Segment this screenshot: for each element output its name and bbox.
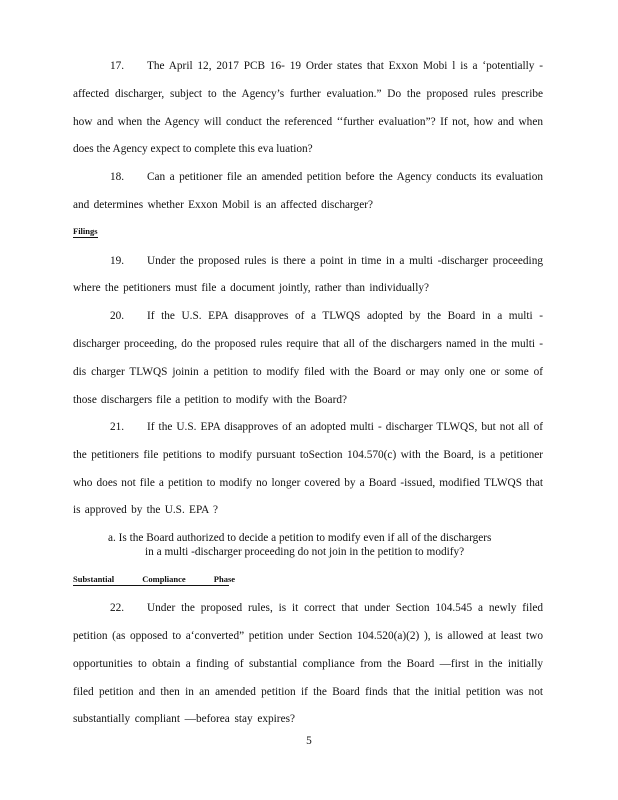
paragraph-21-line-3: who does not file a petition to modify no longer covered by a Board -issued, modified TLWQS that [73, 477, 543, 489]
paragraph-17-line-1: 17. The April 12, 2017 PCB 16- 19 Order states that Exxon Mobi l is a ‘potentially - [110, 60, 543, 72]
paragraph-20-line-3: dis charger TLWQS joinin a petition to modify filed with the Board or may only one or some of [73, 366, 543, 378]
paragraph-17-line-3: how and when the Agency will conduct the referenced ‘‘further evaluation”? If not, how and when [73, 116, 543, 128]
subitem-a-line-1: a. Is the Board authorized to decide a petition to modify even if all of the dischargers [108, 532, 492, 544]
paragraph-18-line-1: 18. Can a petitioner file an amended petition before the Agency conducts its evaluation [110, 171, 543, 183]
page-number: 5 [306, 735, 312, 747]
paragraph-18-line-2: and determines whether Exxon Mobil is an affected discharger? [73, 199, 373, 211]
paragraph-20-line-2: discharger proceeding, do the proposed rules require that all of the dischargers named in the multi - [73, 338, 543, 350]
paragraph-21-line-2: the petitioners file petitions to modify pursuant toSection 104.570(c) with the Board, is a petitioner [73, 449, 543, 461]
paragraph-22-line-2: petition (as opposed to a‘converted” petition under Section 104.520(a)(2) ), is allowed at least two [73, 630, 543, 642]
paragraph-22-line-1: 22. Under the proposed rules, is it correct that under Section 104.545 a newly filed [110, 602, 543, 614]
paragraph-22-line-4: filed petition and then in an amended petition if the Board finds that the initial petition was not [73, 686, 543, 698]
section-heading-filings: Filings [73, 226, 98, 236]
paragraph-22-line-5: substantially compliant —beforea stay expires? [73, 713, 295, 725]
subitem-a-line-2: in a multi -discharger proceeding do not join in the petition to modify? [145, 546, 465, 558]
section-heading-substantial-compliance: Substantial Compliance Phase [73, 574, 236, 584]
paragraph-19-line-1: 19. Under the proposed rules is there a point in time in a multi -discharger proceeding [110, 255, 543, 267]
paragraph-21-line-1: 21. If the U.S. EPA disapproves of an adopted multi - discharger TLWQS, but not all of [110, 421, 543, 433]
paragraph-21-line-4: is approved by the U.S. EPA ? [73, 504, 218, 516]
paragraph-22-line-3: opportunities to obtain a finding of substantial compliance from the Board —first in the initially [73, 658, 543, 670]
paragraph-number: 17. [110, 60, 125, 72]
paragraph-20-line-4: those dischargers file a petition to modify with the Board? [73, 394, 347, 406]
paragraph-20-line-1: 20. If the U.S. EPA disapproves of a TLWQS adopted by the Board in a multi - [110, 310, 543, 322]
paragraph-17-line-4: does the Agency expect to complete this eva luation? [73, 143, 313, 155]
paragraph-19-line-2: where the petitioners must file a document jointly, rather than individually? [73, 282, 429, 294]
paragraph-17-line-2: affected discharger, subject to the Agency’s further evaluation.” Do the proposed rules prescribe [73, 88, 543, 100]
